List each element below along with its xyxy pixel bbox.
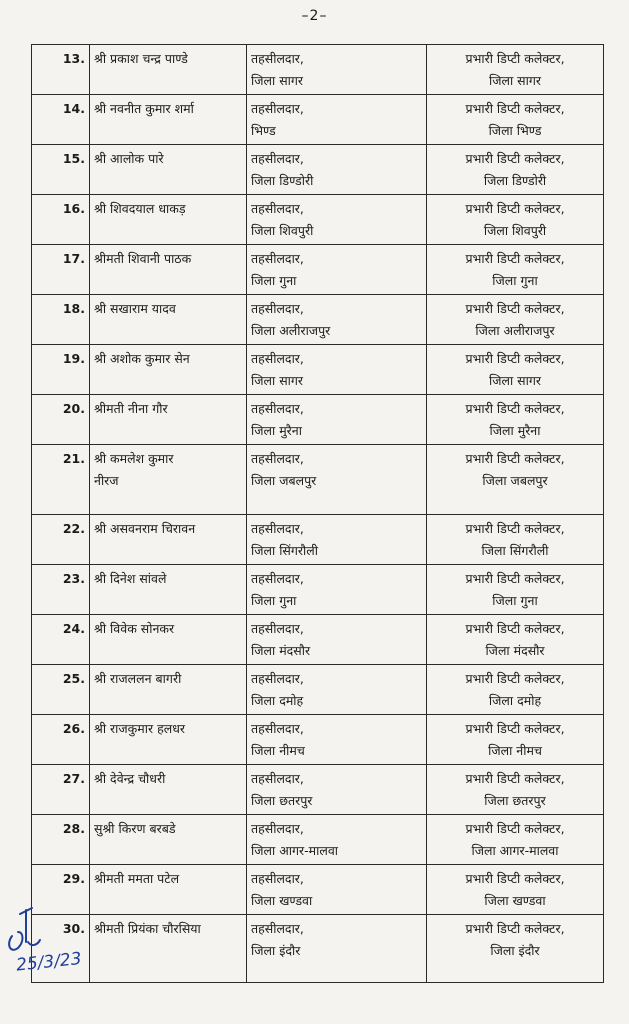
current-posting-cell xyxy=(247,765,427,815)
new-posting-line: प्रभारी डिप्टी कलेक्टर, xyxy=(465,621,565,636)
current-posting-line: जिला गुना xyxy=(251,273,297,288)
current-posting-line: तहसीलदार, xyxy=(251,771,304,786)
current-posting-line: भिण्ड xyxy=(251,123,276,138)
current-posting-line: जिला सिंगरौली xyxy=(251,543,318,558)
serial-number: 24. xyxy=(32,615,90,665)
new-posting-line: प्रभारी डिप्टी कलेक्टर, xyxy=(465,821,565,836)
current-posting-line: तहसीलदार, xyxy=(251,721,304,736)
officer-name-line: श्री आलोक पारे xyxy=(94,151,164,166)
current-posting-line: जिला छतरपुर xyxy=(251,793,313,808)
new-posting-line: प्रभारी डिप्टी कलेक्टर, xyxy=(465,201,565,216)
table-row xyxy=(32,395,604,445)
serial-number: 29. xyxy=(32,865,90,915)
serial-number: 20. xyxy=(32,395,90,445)
officer-name-cell xyxy=(90,615,247,665)
officer-name-cell xyxy=(90,915,247,983)
new-posting-line: जिला दमोह xyxy=(488,693,542,708)
signature-stamp xyxy=(2,902,86,982)
officer-name-line: श्री राजकुमार हलधर xyxy=(94,721,185,736)
current-posting-cell xyxy=(247,395,427,445)
new-posting-line: जिला डिण्डोरी xyxy=(483,173,547,188)
serial-number: 22. xyxy=(32,515,90,565)
new-posting-line: जिला मंदसौर xyxy=(485,643,545,658)
current-posting-line: जिला मुरैना xyxy=(251,423,302,438)
new-posting-line: प्रभारी डिप्टी कलेक्टर, xyxy=(465,401,565,416)
serial-number: 15. xyxy=(32,145,90,195)
new-posting-cell xyxy=(427,715,604,765)
officer-name-cell xyxy=(90,345,247,395)
current-posting-line: जिला अलीराजपुर xyxy=(251,323,331,338)
current-posting-line: तहसीलदार, xyxy=(251,871,304,886)
officer-name-line: नीरज xyxy=(94,473,119,488)
officer-name-line: श्री राजललन बागरी xyxy=(94,671,182,686)
current-posting-cell xyxy=(247,815,427,865)
new-posting-cell xyxy=(427,615,604,665)
current-posting-cell xyxy=(247,715,427,765)
new-posting-line: जिला नीमच xyxy=(488,743,542,758)
current-posting-cell xyxy=(247,445,427,515)
new-posting-line: प्रभारी डिप्टी कलेक्टर, xyxy=(465,721,565,736)
new-posting-line: जिला सागर xyxy=(488,373,542,388)
new-posting-line: प्रभारी डिप्टी कलेक्टर, xyxy=(465,771,565,786)
new-posting-cell xyxy=(427,515,604,565)
new-posting-cell xyxy=(427,245,604,295)
new-posting-cell xyxy=(427,345,604,395)
current-posting-line: तहसीलदार, xyxy=(251,51,304,66)
new-posting-line: प्रभारी डिप्टी कलेक्टर, xyxy=(465,871,565,886)
current-posting-cell xyxy=(247,145,427,195)
serial-number: 16. xyxy=(32,195,90,245)
table-row xyxy=(32,245,604,295)
new-posting-line: जिला छतरपुर xyxy=(484,793,546,808)
current-posting-cell xyxy=(247,45,427,95)
serial-number: 17. xyxy=(32,245,90,295)
current-posting-line: तहसीलदार, xyxy=(251,351,304,366)
current-posting-line: जिला शिवपुरी xyxy=(251,223,314,238)
current-posting-line: तहसीलदार, xyxy=(251,821,304,836)
new-posting-line: प्रभारी डिप्टी कलेक्टर, xyxy=(465,301,565,316)
serial-number: 26. xyxy=(32,715,90,765)
officer-name-line: श्री शिवदयाल धाकड़ xyxy=(94,201,186,216)
officer-name-cell xyxy=(90,245,247,295)
current-posting-cell xyxy=(247,295,427,345)
new-posting-line: जिला खण्डवा xyxy=(484,893,546,908)
table-row xyxy=(32,565,604,615)
officer-name-line: श्रीमती शिवानी पाठक xyxy=(94,251,192,266)
table-row xyxy=(32,815,604,865)
signature-date: 25/3/23 xyxy=(15,948,83,976)
new-posting-line: जिला गुना xyxy=(492,593,538,608)
officer-name-cell xyxy=(90,515,247,565)
current-posting-cell xyxy=(247,865,427,915)
current-posting-line: जिला सागर xyxy=(251,73,304,88)
officer-name-cell xyxy=(90,295,247,345)
serial-number: 30. xyxy=(32,915,90,983)
table-row xyxy=(32,95,604,145)
table-body xyxy=(32,45,604,983)
officer-name-cell xyxy=(90,395,247,445)
officer-name-cell xyxy=(90,145,247,195)
current-posting-cell xyxy=(247,665,427,715)
officer-name-line: श्री देवेन्द्र चौधरी xyxy=(94,771,166,786)
officer-name-line: श्री प्रकाश चन्द्र पाण्डे xyxy=(94,51,188,66)
table-row xyxy=(32,615,604,665)
new-posting-line: जिला आगर-मालवा xyxy=(471,843,559,858)
new-posting-line: जिला भिण्ड xyxy=(488,123,542,138)
current-posting-cell xyxy=(247,565,427,615)
table-row xyxy=(32,515,604,565)
new-posting-cell xyxy=(427,395,604,445)
officer-name-line: श्री कमलेश कुमार xyxy=(94,451,174,466)
current-posting-line: तहसीलदार, xyxy=(251,621,304,636)
new-posting-line: प्रभारी डिप्टी कलेक्टर, xyxy=(465,151,565,166)
current-posting-line: तहसीलदार, xyxy=(251,451,304,466)
new-posting-line: प्रभारी डिप्टी कलेक्टर, xyxy=(465,671,565,686)
officer-name-line: श्री सखाराम यादव xyxy=(94,301,176,316)
officer-name-cell xyxy=(90,865,247,915)
current-posting-cell xyxy=(247,515,427,565)
table-row xyxy=(32,765,604,815)
serial-number: 14. xyxy=(32,95,90,145)
new-posting-line: प्रभारी डिप्टी कलेक्टर, xyxy=(465,51,565,66)
new-posting-cell xyxy=(427,445,604,515)
table-row xyxy=(32,665,604,715)
officer-name-cell xyxy=(90,565,247,615)
current-posting-line: तहसीलदार, xyxy=(251,251,304,266)
new-posting-cell xyxy=(427,565,604,615)
table-row xyxy=(32,715,604,765)
new-posting-line: जिला मुरैना xyxy=(489,423,541,438)
officer-name-line: श्रीमती ममता पटेल xyxy=(94,871,180,886)
officer-name-cell xyxy=(90,765,247,815)
new-posting-cell xyxy=(427,195,604,245)
serial-number: 18. xyxy=(32,295,90,345)
table-row xyxy=(32,45,604,95)
transfer-order-table xyxy=(31,44,604,983)
current-posting-line: तहसीलदार, xyxy=(251,671,304,686)
officer-name-line: श्री विवेक सोनकर xyxy=(94,621,175,636)
officer-name-line: श्रीमती प्रियंका चौरसिया xyxy=(94,921,201,936)
new-posting-line: प्रभारी डिप्टी कलेक्टर, xyxy=(465,521,565,536)
serial-number: 23. xyxy=(32,565,90,615)
new-posting-cell xyxy=(427,765,604,815)
current-posting-line: तहसीलदार, xyxy=(251,521,304,536)
new-posting-line: प्रभारी डिप्टी कलेक्टर, xyxy=(465,351,565,366)
officer-name-line: श्री नवनीत कुमार शर्मा xyxy=(94,101,194,116)
new-posting-cell xyxy=(427,295,604,345)
current-posting-line: तहसीलदार, xyxy=(251,101,304,116)
current-posting-line: तहसीलदार, xyxy=(251,301,304,316)
page-number: –2– xyxy=(301,8,328,24)
serial-number: 25. xyxy=(32,665,90,715)
table-row xyxy=(32,345,604,395)
new-posting-line: जिला शिवपुरी xyxy=(483,223,547,238)
current-posting-line: जिला मंदसौर xyxy=(251,643,311,658)
new-posting-line: जिला जबलपुर xyxy=(482,473,548,488)
new-posting-cell xyxy=(427,915,604,983)
new-posting-line: प्रभारी डिप्टी कलेक्टर, xyxy=(465,101,565,116)
table-row xyxy=(32,865,604,915)
officer-name-line: सुश्री किरण बरबडे xyxy=(94,821,176,836)
current-posting-line: जिला डिण्डोरी xyxy=(251,173,314,188)
officer-name-cell xyxy=(90,195,247,245)
new-posting-cell xyxy=(427,815,604,865)
officer-name-cell xyxy=(90,665,247,715)
new-posting-line: जिला इंदौर xyxy=(490,943,540,958)
new-posting-line: प्रभारी डिप्टी कलेक्टर, xyxy=(465,451,565,466)
new-posting-cell xyxy=(427,665,604,715)
serial-number: 19. xyxy=(32,345,90,395)
signature-scribble xyxy=(9,908,40,950)
serial-number: 28. xyxy=(32,815,90,865)
new-posting-line: जिला सिंगरौली xyxy=(481,543,549,558)
table-row xyxy=(32,295,604,345)
new-posting-line: प्रभारी डिप्टी कलेक्टर, xyxy=(465,921,565,936)
current-posting-line: जिला खण्डवा xyxy=(251,893,313,908)
officer-name-line: श्री दिनेश सांवले xyxy=(94,571,167,586)
serial-number: 21. xyxy=(32,445,90,515)
current-posting-line: जिला जबलपुर xyxy=(251,473,317,488)
current-posting-line: जिला सागर xyxy=(251,373,304,388)
new-posting-cell xyxy=(427,145,604,195)
new-posting-cell xyxy=(427,865,604,915)
new-posting-line: जिला गुना xyxy=(492,273,538,288)
new-posting-line: जिला अलीराजपुर xyxy=(475,323,555,338)
officer-name-cell xyxy=(90,815,247,865)
current-posting-line: जिला दमोह xyxy=(251,693,304,708)
current-posting-cell xyxy=(247,615,427,665)
new-posting-line: प्रभारी डिप्टी कलेक्टर, xyxy=(465,251,565,266)
current-posting-line: तहसीलदार, xyxy=(251,201,304,216)
current-posting-line: जिला आगर-मालवा xyxy=(251,843,339,858)
current-posting-line: तहसीलदार, xyxy=(251,401,304,416)
table-row xyxy=(32,445,604,515)
current-posting-cell xyxy=(247,915,427,983)
officer-name-cell xyxy=(90,95,247,145)
current-posting-cell xyxy=(247,195,427,245)
current-posting-line: तहसीलदार, xyxy=(251,151,304,166)
table-row xyxy=(32,145,604,195)
table-row xyxy=(32,915,604,983)
current-posting-cell xyxy=(247,345,427,395)
officer-name-cell xyxy=(90,445,247,515)
officer-name-cell xyxy=(90,45,247,95)
current-posting-cell xyxy=(247,95,427,145)
current-posting-line: जिला इंदौर xyxy=(251,943,301,958)
serial-number: 27. xyxy=(32,765,90,815)
officer-name-line: श्री असवनराम चिरावन xyxy=(94,521,196,536)
officer-name-line: श्रीमती नीना गौर xyxy=(94,401,168,416)
new-posting-cell xyxy=(427,95,604,145)
current-posting-line: तहसीलदार, xyxy=(251,571,304,586)
new-posting-line: जिला सागर xyxy=(488,73,542,88)
current-posting-line: जिला गुना xyxy=(251,593,297,608)
officer-name-cell xyxy=(90,715,247,765)
current-posting-cell xyxy=(247,245,427,295)
new-posting-cell xyxy=(427,45,604,95)
officer-name-line: श्री अशोक कुमार सेन xyxy=(94,351,190,366)
new-posting-line: प्रभारी डिप्टी कलेक्टर, xyxy=(465,571,565,586)
current-posting-line: तहसीलदार, xyxy=(251,921,304,936)
table-row xyxy=(32,195,604,245)
serial-number: 13. xyxy=(32,45,90,95)
current-posting-line: जिला नीमच xyxy=(251,743,305,758)
